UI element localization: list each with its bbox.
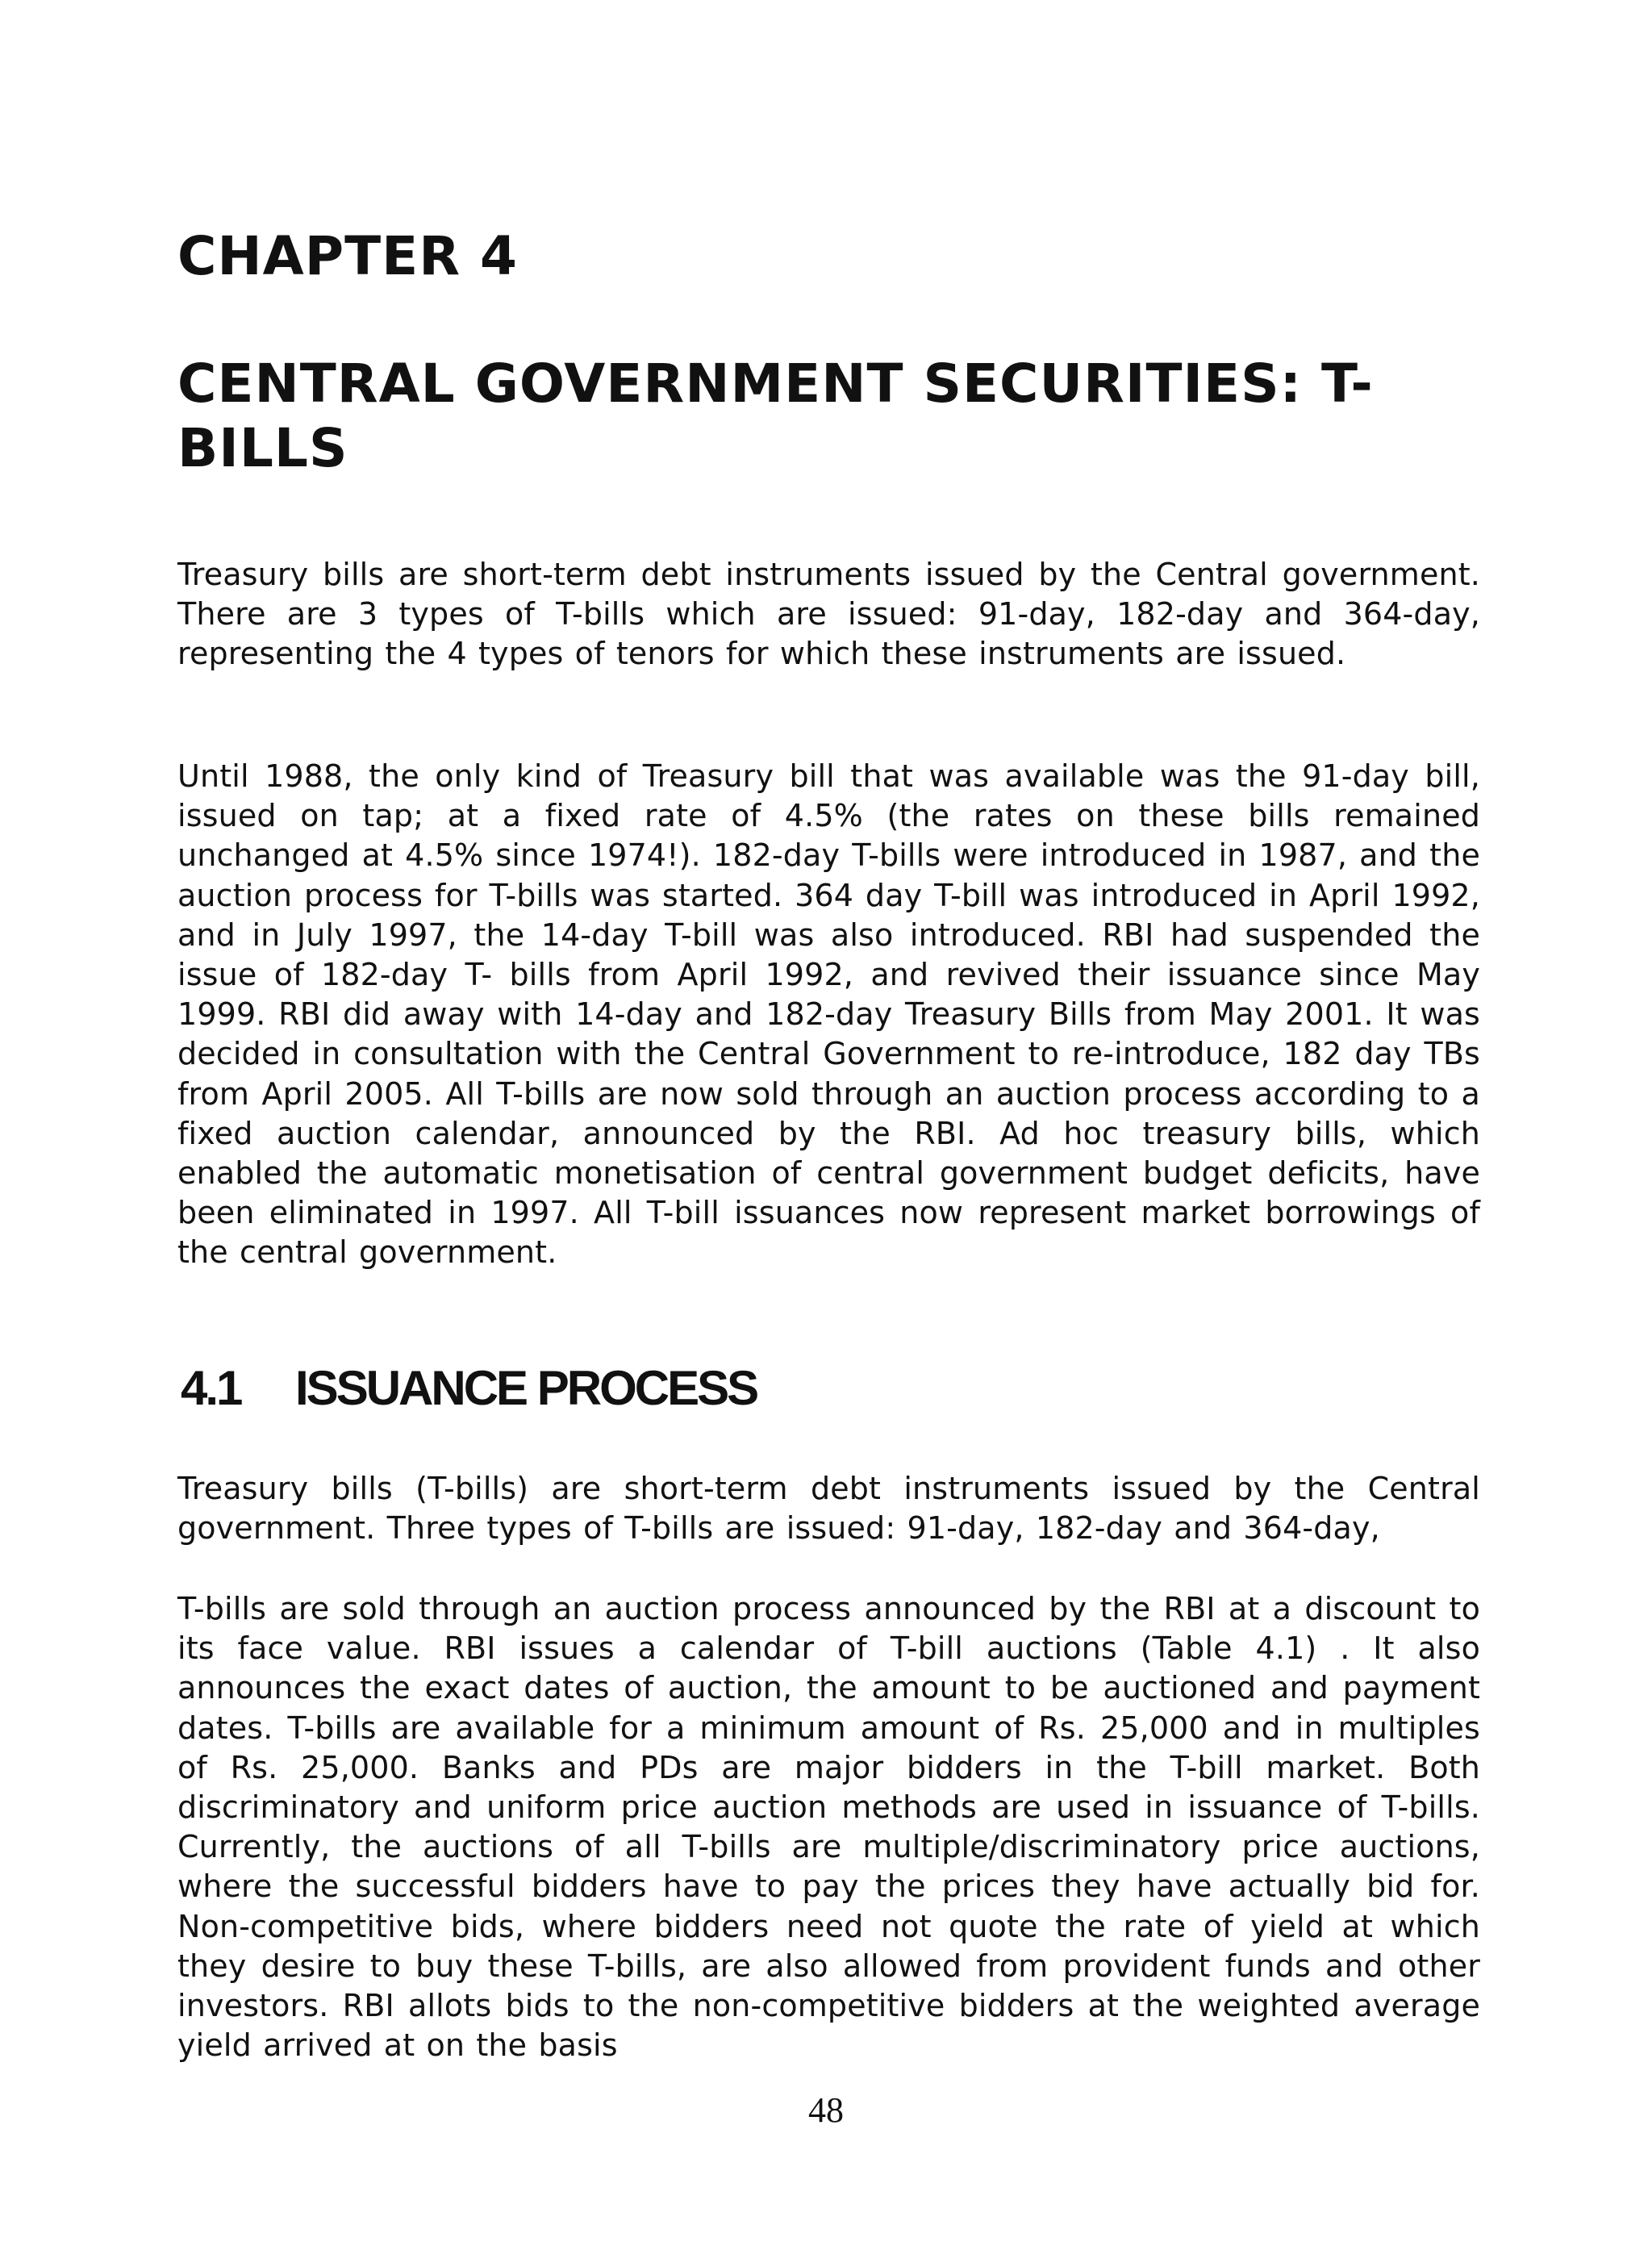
chapter-label: CHAPTER 4 [177,225,518,287]
chapter-title: CENTRAL GOVERNMENT SECURITIES: T-BILLS [177,353,1374,479]
section-paragraph-1: Treasury bills (T-bills) are short-term debt instruments issued by the Central government. Three types of T-bills are issued: 91-day, 182-day and 364-day, [177,1471,1480,1547]
intro-paragraph-2: Until 1988, the only kind of Treasury bill that was available was the 91-day bill, issued on tap; at a fixed rate of 4.5% (the rates on these bills remained unchanged at 4.5% since 1974!). 182-day T-bills were introduced in 1987, and the auction process for T-bills was started. 364 day T-bill was introduced in April 1992, and in July 1997, the 14-day T-bill was also introduced. RBI had suspended the issue of 182-day T- bills from April 1992, and revived their issuance since May 1999. RBI did away with 14-day and 182-day Treasury Bills from May 2001. It was decided in consultation with the Central Government to re-introduce, 182 day TBs from April 2005. All T-bills are now sold through an auction process according to a fixed auction calendar, announced by the RBI. Ad hoc treasury bills, which enabled the automatic monetisation of central government budget deficits, have been eliminated in 1997. All T-bill issuances now represent market borrowings of the central government. [177,758,1480,1271]
section-number: 4.1 [181,1361,241,1415]
section-paragraph-2: T-bills are sold through an auction process announced by the RBI at a discount to its face value. RBI issues a calendar of T-bill auctions (Table 4.1) . It also announces the exact dates of auction, the amount to be auctioned and payment dates. T-bills are available for a minimum amount of Rs. 25,000 and in multiples of Rs. 25,000. Banks and PDs are major bidders in the T-bill market. Both discriminatory and uniform price auction methods are used in issuance of T-bills. Currently, the auctions of all T-bills are multiple/discriminatory price auctions, where the successful bidders have to pay the prices they have actually bid for. Non-competitive bids, where bidders need not quote the rate of yield at which they desire to buy these T-bills, are also allowed from provident funds and other investors. RBI allots bids to the non-competitive bidders at the weighted average yield arrived at on the basis [177,1591,1480,2064]
section-heading [181,1362,757,1415]
page-number: 48 [808,2090,844,2130]
intro-paragraph-1: Treasury bills are short-term debt instruments issued by the Central government. There are 3 types of T-bills which are issued: 91-day, 182-day and 364-day, representing the 4 types of tenors for which these instruments are issued. [177,557,1480,672]
section-title: ISSUANCE PROCESS [295,1361,757,1415]
